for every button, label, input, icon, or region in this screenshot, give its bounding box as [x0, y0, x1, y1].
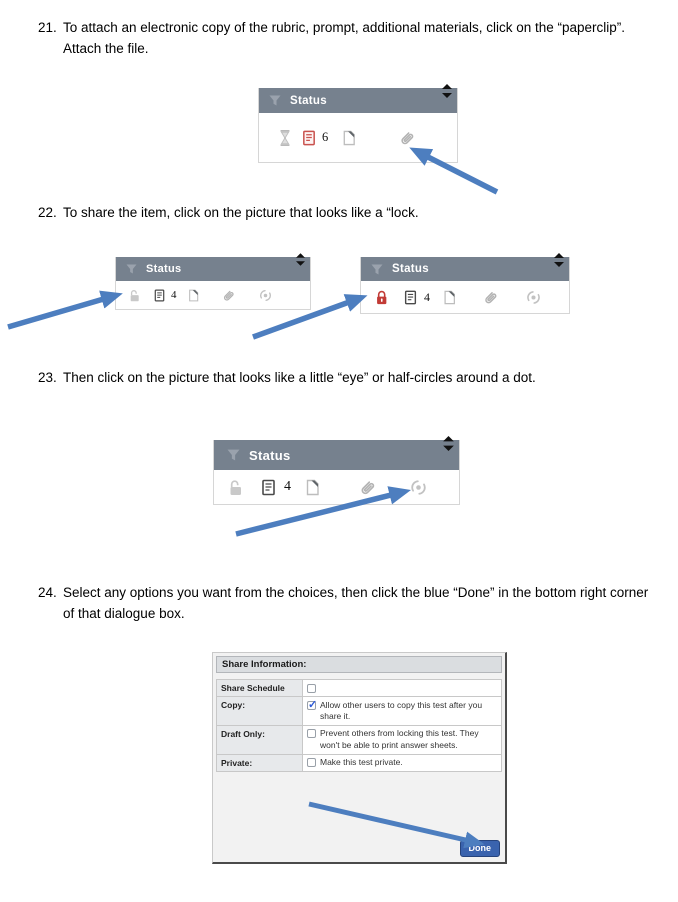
row-label: Share Schedule: [217, 680, 303, 696]
status-panel-unlocked: [115, 257, 311, 310]
step-number: 21.: [38, 20, 57, 35]
row-label: Copy:: [217, 697, 303, 725]
copy-checkbox[interactable]: [307, 701, 316, 710]
item-count: 4: [171, 289, 177, 301]
step-number: 23.: [38, 370, 57, 385]
filter-funnel-icon: [126, 264, 137, 274]
status-panel-eye: [213, 440, 460, 505]
row-text: Allow other users to copy this test after you share it.: [320, 699, 483, 721]
share-options-table: [216, 679, 502, 772]
step-21: [38, 18, 660, 60]
page-icon[interactable]: [442, 290, 457, 305]
document-icon[interactable]: [260, 479, 277, 496]
document-icon[interactable]: [403, 290, 418, 305]
paperclip-icon[interactable]: [359, 479, 376, 496]
done-button[interactable]: Done: [460, 840, 501, 857]
document-red-icon[interactable]: [301, 130, 317, 146]
share-schedule-checkbox[interactable]: [307, 684, 316, 693]
page-icon[interactable]: [341, 130, 357, 146]
status-panel-locked: [360, 257, 570, 314]
document-icon[interactable]: [153, 289, 166, 302]
status-title: Status: [290, 94, 327, 107]
filter-funnel-icon: [371, 264, 383, 275]
table-row: [216, 755, 502, 772]
page-icon[interactable]: [304, 479, 321, 496]
status-icon-row: [259, 113, 457, 162]
status-title: Status: [249, 447, 291, 463]
lock-locked-icon[interactable]: [374, 290, 389, 305]
dialog-title: Share Information:: [216, 656, 502, 673]
status-title: Status: [392, 263, 429, 275]
row-label: Private:: [217, 755, 303, 771]
sort-icon[interactable]: [554, 253, 564, 270]
step-number: 24.: [38, 585, 57, 600]
table-row: [216, 726, 502, 755]
status-icon-row: [361, 281, 569, 313]
table-row: [216, 697, 502, 726]
paperclip-icon[interactable]: [399, 130, 415, 146]
private-checkbox[interactable]: [307, 758, 316, 767]
status-header: [361, 257, 569, 281]
paperclip-icon[interactable]: [222, 289, 235, 302]
status-header: [259, 88, 457, 113]
share-information-dialog: [212, 652, 507, 864]
sort-icon[interactable]: [296, 253, 305, 269]
step-text: Select any options you want from the choices, then click the blue “Done” in the bottom right corner of that dialogue box.: [63, 585, 649, 621]
row-text: Prevent others from locking this test. They won't be able to print answer sheets.: [320, 728, 479, 750]
step-text: Then click on the picture that looks like a little “eye” or half-circles around a dot.: [63, 370, 536, 385]
status-panel-attach: [258, 88, 458, 163]
filter-funnel-icon: [269, 95, 281, 106]
lock-unlocked-icon[interactable]: [128, 289, 141, 302]
status-header: [116, 257, 310, 281]
step-23: [38, 368, 660, 389]
eye-share-icon[interactable]: [259, 289, 272, 302]
item-count: 6: [322, 130, 329, 144]
step-number: 22.: [38, 205, 57, 220]
draft-only-checkbox[interactable]: [307, 729, 316, 738]
item-count: 4: [424, 289, 430, 304]
step-text: To share the item, click on the picture that looks like a “lock.: [63, 205, 419, 220]
status-icon-row: [116, 281, 310, 309]
hourglass-icon: [277, 130, 293, 146]
paperclip-icon[interactable]: [483, 290, 498, 305]
eye-share-icon[interactable]: [526, 290, 541, 305]
step-text: To attach an electronic copy of the rubric, prompt, additional materials, click on the “paperclip”. Attach the file.: [63, 20, 626, 56]
sort-icon[interactable]: [442, 84, 452, 101]
status-header: [214, 440, 459, 470]
table-row: [216, 680, 502, 697]
step-22: [38, 203, 660, 224]
row-text: Make this test private.: [320, 757, 403, 768]
eye-share-icon[interactable]: [410, 479, 427, 496]
status-title: Status: [146, 263, 182, 275]
sort-icon[interactable]: [443, 436, 454, 454]
arrow-to-unlock: [8, 298, 107, 327]
page-icon[interactable]: [187, 289, 200, 302]
filter-funnel-icon: [227, 449, 240, 461]
step-24: [38, 583, 660, 625]
row-label: Draft Only:: [217, 726, 303, 754]
item-count: 4: [284, 479, 291, 494]
lock-unlocked-icon[interactable]: [227, 479, 244, 496]
status-icon-row: [214, 470, 459, 504]
